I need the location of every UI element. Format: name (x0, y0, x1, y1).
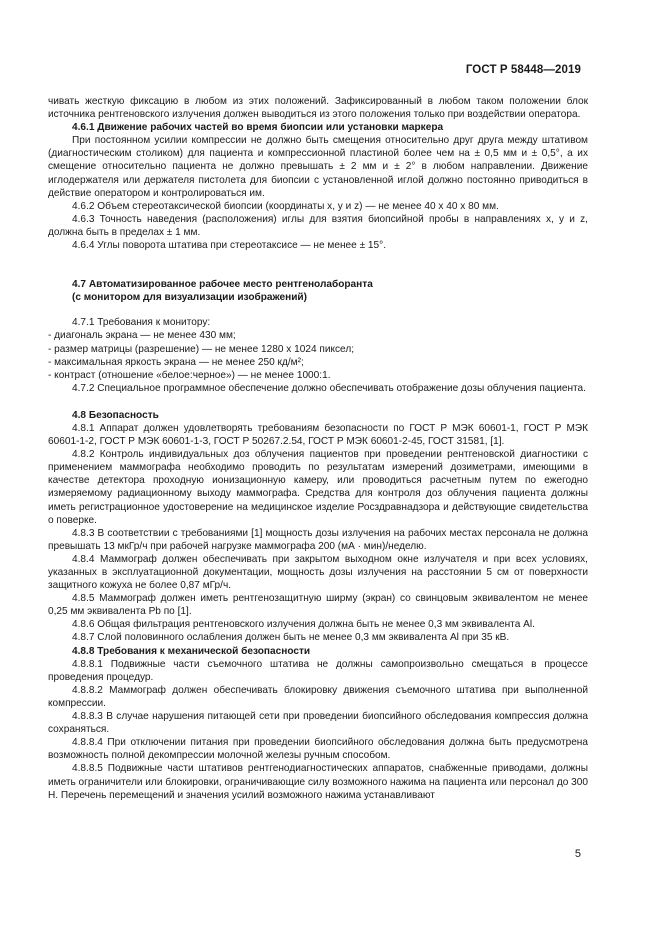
heading-4-7-subtitle: (с монитором для визуализации изображений) (72, 292, 307, 304)
heading-4-6-1: 4.6.1 Движение рабочих частей во время биопсии или установки маркера (72, 122, 444, 134)
heading-4-7: 4.7 Автоматизированное рабочее место рентгенолаборанта (72, 279, 373, 291)
paragraph-4-8-8-2: 4.8.8.2 Маммограф должен обеспечивать блокировку движения съемочного штатива при выполненной компрессии. (48, 684, 588, 709)
paragraph-4-7-1: 4.7.1 Требования к монитору: (72, 317, 211, 329)
heading-4-8-8: 4.8.8 Требования к механической безопасности (72, 645, 311, 657)
paragraph-4-8-3: 4.8.3 В соответствии с требованиями [1] мощность дозы излучения на рабочих местах персонала не должна превышать 13 мкГр/ч при рабочей нагрузке маммографа 200 (мА · мин)/неделю. (48, 527, 588, 552)
paragraph-4-8-8-5: 4.8.8.5 Подвижные части штативов рентгенодиагностических аппаратов, снабженные приводами, должны иметь ограничители или блокировки, ограничивающие силу возможного нажима на пациента или персонал до 300 Н. Перечень перемещений и значения усилий возможного нажима устанавливают (48, 763, 589, 801)
paragraph-4-8-7: 4.8.7 Слой половинного ослабления должен быть не менее 0,3 мм эквивалента Al при 35 кВ. (72, 632, 510, 644)
heading-4-8: 4.8 Безопасность (72, 409, 159, 421)
page-number: 5 (574, 848, 581, 860)
list-item-brightness: - максимальная яркость экрана — не менее 250 кд/м²; (48, 356, 304, 368)
paragraph-4-8-2: 4.8.2 Контроль индивидуальных доз облучения пациентов при проведении рентгеновской диагностики с применением маммографа необходимо проводить по результатам измерений дозиметрами, имеющими в качестве детектора проходную ионизационную камеру, или проводиться расчетным путем по ежегодно измеряемому радиационному выходу маммографа. Средства для контроля доз облучения пациента должны иметь регистрационное удостоверение на медицинское изделие Росздравнадзора и действующие свидетельства о поверке. (48, 449, 588, 526)
document-header: ГОСТ Р 58448—2019 (465, 64, 581, 76)
document-body (48, 95, 588, 802)
paragraph-4-8-8-1: 4.8.8.1 Подвижные части съемочного штатива не должны самопроизвольно смещаться в процессе проведения процедур. (48, 658, 588, 683)
list-item-resolution: - размер матрицы (разрешение) — не менее 1280 х 1024 пиксел; (48, 343, 355, 355)
paragraph-4-8-4: 4.8.4 Маммограф должен обеспечивать при закрытом выходном окне излучателя и при всех условиях, указанных в эксплуатационной документации, мощность дозы излучения на расстоянии 5 см от поверхности защитного кожуха не более 0,87 мГр/ч. (48, 553, 588, 592)
list-item-diagonal: - диагональ экрана — не менее 430 мм; (48, 330, 236, 342)
paragraph-4-6-2: 4.6.2 Объем стереотаксической биопсии (координаты x, y и z) — не менее 40 х 40 х 80 мм. (72, 200, 499, 212)
paragraph-4-8-5: 4.8.5 Маммограф должен иметь рентгенозащитную ширму (экран) со свинцовым эквивалентом не менее 0,25 мм эквивалента Pb по [1]. (48, 593, 588, 618)
paragraph-4-7-2: 4.7.2 Специальное программное обеспечение должно обеспечивать отображение дозы облучения пациента. (72, 382, 586, 394)
paragraph-4-6-1: При постоянном усилии компрессии не должно быть смещения относительно друг друга между штативом (диагностическим столиком) для пациента и компрессионной пластиной более чем на ± 0,5 мм и ± 0,5°, а их смещение относительно пациента не должно превышать ± 2 мм и ± 2° в любом направлении. Движение иглодержателя или держателя пистолета для биопсии с установленной иглой должно постоянно приводиться в действие оператором и контролироваться им. (48, 135, 588, 199)
paragraph-4-8-6: 4.8.6 Общая фильтрация рентгеновского излучения должна быть не менее 0,3 мм эквивалента Al. (72, 619, 535, 631)
paragraph-4-8-8-4: 4.8.8.4 При отключении питания при проведении биопсийного обследования должна быть предусмотрена возможность полной декомпрессии молочной железы ручным способом. (48, 737, 588, 762)
paragraph-4-8-8-3: 4.8.8.3 В случае нарушения питающей сети при проведении биопсийного обследования компрессия должна сохраняться. (48, 711, 588, 736)
paragraph-4-6-4: 4.6.4 Углы поворота штатива при стереотаксисе — не менее ± 15°. (72, 240, 386, 252)
paragraph-continuation: чивать жесткую фиксацию в любом из этих положений. Зафиксированный в любом таком положении блок источника рентгеновского излучения должен выводиться из этого положения только при воздействии оператора. (48, 96, 588, 121)
paragraph-4-6-3: 4.6.3 Точность наведения (расположения) иглы для взятия биопсийной пробы в направлениях x, y и z, должна быть в пределах ± 1 мм. (48, 213, 588, 238)
list-item-contrast: - контраст (отношение «белое:черное») — не менее 1000:1. (48, 369, 331, 381)
paragraph-4-8-1: 4.8.1 Аппарат должен удовлетворять требованиям безопасности по ГОСТ Р МЭК 60601-1, ГОСТ Р МЭК 60601-1-2, ГОСТ Р МЭК 60601-1-3, ГОСТ Р 50267.2.54, ГОСТ Р МЭК 60601-2-45, ГОСТ 31581, [1]. (48, 422, 588, 448)
